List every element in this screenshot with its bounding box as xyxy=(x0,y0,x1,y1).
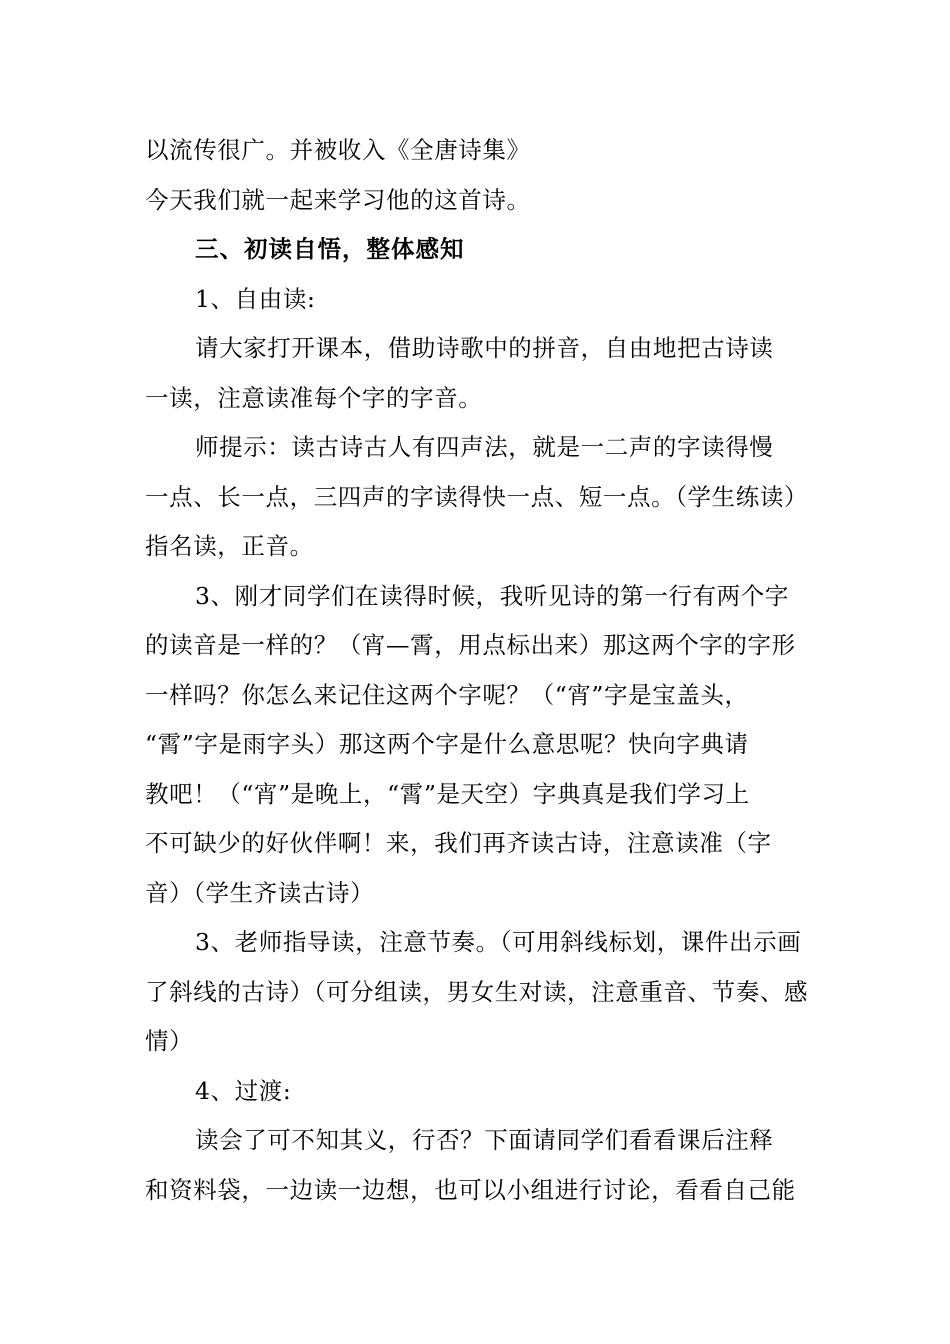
text-line: 的读音是一样的？（宵—霄，用点标出来）那这两个字的字形 xyxy=(145,631,796,659)
section-heading: 三、初读自悟，整体感知 xyxy=(195,235,465,263)
text-line: 情） xyxy=(145,1027,194,1055)
text-line: “霄”字是雨字头）那这两个字是什么意思呢？快向字典请 xyxy=(145,730,749,758)
paragraph-first-line: 读会了可不知其义，行否？下面请同学们看看课后注释 xyxy=(195,1126,774,1154)
paragraph-first-line: 3、刚才同学们在读得时候，我听见诗的第一行有两个字 xyxy=(195,581,789,610)
paragraph-first-line: 师提示：读古诗古人有四声法，就是一二声的字读得慢 xyxy=(195,433,774,461)
text-line: 不可缺少的好伙伴啊！来，我们再齐读古诗，注意读准（字 xyxy=(145,829,772,857)
text-line: 以流传很广。并被收入《全唐诗集》 xyxy=(145,136,531,164)
text-line: 指名读，正音。 xyxy=(145,532,314,560)
text-line: 一点、长一点，三四声的字读得快一点、短一点。（学生练读） xyxy=(145,482,809,511)
text-line: 和资料袋，一边读一边想，也可以小组进行讨论，看看自己能 xyxy=(145,1175,796,1204)
text-line: 一样吗？你怎么来记住这两个字呢？（“宵”字是宝盖头， xyxy=(145,680,749,709)
step-heading: 4、过渡: xyxy=(195,1076,292,1105)
paragraph-first-line: 请大家打开课本，借助诗歌中的拼音，自由地把古诗读 xyxy=(195,334,774,362)
text-line: 一读，注意读准每个字的字音。 xyxy=(145,383,483,412)
text-line: 教吧！（“宵”是晚上，“霄”是天空）字典真是我们学习上 xyxy=(145,779,750,808)
text-line: 音）（学生齐读古诗） xyxy=(145,878,375,907)
step-heading: 1、自由读: xyxy=(195,284,316,313)
paragraph-first-line: 3、老师指导读，注意节奏。（可用斜线标划，课件出示画 xyxy=(195,928,802,956)
text-line: 了斜线的古诗）（可分组读，男女生对读，注意重音、节奏、感 xyxy=(145,977,809,1006)
text-line: 今天我们就一起来学习他的这首诗。 xyxy=(145,185,531,214)
document-body xyxy=(145,126,809,1215)
